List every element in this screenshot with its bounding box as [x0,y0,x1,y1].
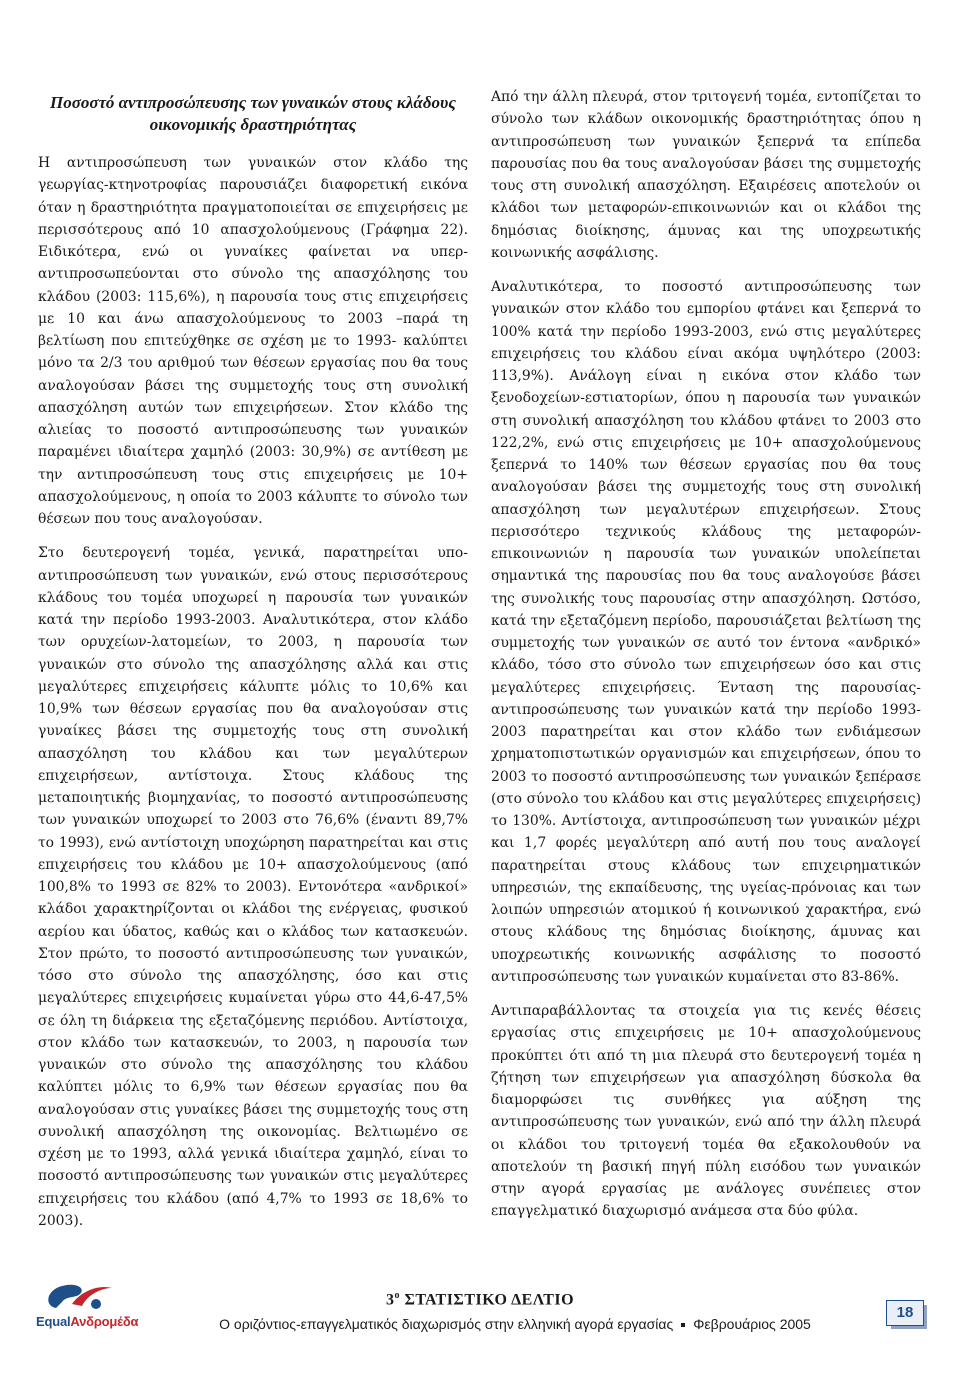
logo-mark-icon [36,1278,126,1314]
footer-subtitle [150,1316,880,1332]
footer-date: Φεβρουάριος 2005 [693,1316,811,1332]
equal-andromeda-logo [36,1278,166,1334]
left-column [38,86,468,1244]
footer-title [300,1290,660,1309]
page-number: 18 [886,1300,924,1326]
logo-text [36,1314,138,1329]
paragraph: Στο δευτερογενή τομέα, γενικά, παρατηρείται υπο-αντιπροσώπευση των γυναικών, ενώ στους περισσότερους κλάδους του τομέα υποχωρεί η παρουσία των γυναικών κατά την περίοδο 1993-2003. Αναλυτικότερα, στον κλάδο των ορυχείων-λατομείων, το 2003, η παρουσία των γυναικών στο σύνολο της απασχόλησης αλλά και στις μεγαλύτερες επιχειρήσεις κάλυπτε μόλις το 10,6% και 10,9% των θέσεων εργασίας που θα αναλογούσαν στις γυναίκες βάσει της συμμετοχής τους στη συνολική απασχόληση του κλάδου και των μεγαλύτερων επιχειρήσεων, αντίστοιχα. Στους κλάδους της μεταποιητικής βιομηχανίας, το ποσοστό αντιπροσώπευσης των γυναικών υποχωρεί το 2003 στο 76,6% (έναντι 89,7% το 1993), ενώ αντίστοιχη υποχώρηση παρατηρείται και στις επιχειρήσεις του κλάδου με 10+ απασχολούμενους (από 100,8% το 1993 σε 82% το 2003). Εντονότερα «ανδρικοί» κλάδοι χαρακτηρίζονται οι κλάδοι της ενέργειας, φυσικού αερίου και ύδατος, καθώς και ο κλάδος των κατασκευών. Στον πρώτο, το ποσοστό αντιπροσώπευσης των γυναικών, τόσο στο σύνολο της απασχόλησης, όσο και στις μεγαλύτερες επιχειρήσεις κυμαίνεται γύρω στο 44,6-47,5% σε όλη τη διάρκεια της εξεταζόμενης περιόδου. Αντίστοιχα, στον κλάδο των κατασκευών, το 2003, η παρουσία των γυναικών στο σύνολο της απασχόλησης του κλάδου καλύπτει μόλις το 6,9% των θέσεων εργασίας που θα αναλογούσαν στις γυναίκες βάσει της συμμετοχής τους στη συνολική απασχόληση της οικονομίας. Βελτιωμένο σε σχέση με το 1993, αλλά γενικά ιδιαίτερα χαμηλό, είναι το ποσοστό αντιπροσώπευσης των γυναικών στις μεγαλύτερες επιχειρήσεις του κλάδου (από 4,7% το 1993 σε 18,6% το 2003). [38,545,468,1229]
footer-title-sup: ο [394,1290,400,1301]
logo-text-main: Equal [36,1314,71,1329]
paragraph: Αναλυτικότερα, το ποσοστό αντιπροσώπευσης των γυναικών στον κλάδο του εμπορίου φτάνει και ξεπερνά το 100% κατά την περίοδο 1993-2003, ενώ στις μεγαλύτερες επιχειρήσεις του κλάδου είναι ακόμα υψηλότερο (2003: 113,9%). Ανάλογη είναι η εικόνα στον κλάδο των ξενοδοχείων-εστιατορίων, όπου η παρουσία των γυναικών στη συνολική απασχόληση του κλάδου φτάνει το 2003 στο 122,2%, ενώ στις επιχειρήσεις με 10+ απασχολούμενους ξεπερνά το 140% των θέσεων εργασίας που θα τους αναλογούσαν βάσει της συμμετοχής τους στη συνολική απασχόληση των μεγαλυτέρων επιχειρήσεων. Στους περισσότερο τεχνικούς κλάδους της μεταφορών-επικοινωνιών η παρουσία των γυναικών υπολείπεται σημαντικά της παρουσίας που θα τους αναλογούσε βάσει της συνολικής τους παρουσίας στην απασχόληση. Ωστόσο, κατά την εξεταζόμενη περίοδο, παρουσιάζεται βελτίωση της συμμετοχής των γυναικών σε αυτό τον έντονα «ανδρικό» κλάδο, τόσο στο σύνολο των επιχειρήσεων όσο και στις μεγαλύτερες επιχειρήσεις. Ένταση της παρουσίας-αντιπροσώπευσης των γυναικών κατά την περίοδο 1993-2003 παρατηρείται και στον κλάδο των ενδιάμεσων χρηματοπιστωτικών οργανισμών και επιχειρήσεων, όπου το 2003 το ποσοστό αντιπροσώπευσης των γυναικών ξεπέρασε (στο σύνολο του κλάδου και στις μεγαλύτερες επιχειρήσεις) το 130%. Αντίστοιχα, αντιπροσώπευση των γυναικών μέχρι και 1,7 φορές μεγαλύτερη από αυτή που τους αναλογεί παρατηρείται στους κλάδους των επιχειρηματικών υπηρεσιών, της εκπαίδευσης, της υγείας-πρόνοιας και των λοιπών υπηρεσιών ατομικού ή κοινωνικού χαρακτήρα, ενώ στους κλάδους της δημόσιας διοίκησης, άμυνας και υποχρεωτικής κοινωνικής ασφάλισης το ποσοστό αντιπροσώπευσης των γυναικών κυμαίνεται στο 83-86%. [491,279,921,985]
footer-subtitle-text: Ο οριζόντιος-επαγγελματικός διαχωρισμός στην ελληνική αγορά εργασίας [219,1316,674,1332]
paragraph: Από την άλλη πλευρά, στον τριτογενή τομέα, εντοπίζεται το σύνολο των κλάδων οικονομικής δραστηριότητας όπου η αντιπροσώπευση των γυναικών ξεπερνά τα επίπεδα παρουσίας που θα τους αναλογούσαν βάσει της συμμετοχής τους στη συνολική απασχόληση. Εξαιρέσεις αποτελούν οι κλάδοι των μεταφορών-επικοινωνιών και οι κλάδοι της δημόσιας διοίκησης, άμυνας και της υποχρεωτικής κοινωνικής ασφάλισης. [491,89,921,261]
bullet-separator [681,1323,685,1327]
footer-title-text: ΣΤΑΤΙΣΤΙΚΟ ΔΕΛΤΙΟ [399,1291,575,1309]
section-heading: Ποσοστό αντιπροσώπευσης των γυναικών στους κλάδους οικονομικής δραστηριότητας [50,93,456,134]
paragraph: Η αντιπροσώπευση των γυναικών στον κλάδο της γεωργίας-κτηνοτροφίας παρουσιάζει διαφορετική εικόνα όταν η δραστηριότητα πραγματοποιείται σε επιχειρήσεις με περισσότερους από 10 απασχολούμενους (Γράφημα 22). Ειδικότερα, ενώ οι γυναίκες φαίνεται να υπερ-αντιπροσωπεύονται στο σύνολο της απασχόλησης του κλάδου (2003: 115,6%), η παρουσία τους στις επιχειρήσεις με 10 και άνω απασχολούμενους το 2003 –παρά τη βελτίωση που επιτεύχθηκε σε σχέση με το 1993- καλύπτει μόνο τα 2/3 του αριθμού των θέσεων εργασίας που θα τους αναλογούσαν βάσει της συμμετοχής τους στη συνολική απασχόληση αυτών των επιχειρήσεων. Στον κλάδο της αλιείας το ποσοστό αντιπροσώπευσης των γυναικών παραμένει ιδιαίτερα χαμηλό (2003: 30,9%) σε αντίθεση με την αντιπροσώπευση τους στις επιχειρήσεις με 10+ απασχολούμενους, η οποία το 2003 κάλυπτε το σύνολο των θέσεων που τους αναλογούσαν. [38,155,468,527]
right-column [491,86,921,1235]
paragraph: Αντιπαραβάλλοντας τα στοιχεία για τις κενές θέσεις εργασίας στις επιχειρήσεις με 10+ απασχολούμενους προκύπτει ότι από τη μια πλευρά στο δευτερογενή τομέα η ζήτηση των επιχειρήσεων για απασχόληση δύσκολα θα διαμορφώσει τις συνθήκες για αύξηση της αντιπροσώπευσης των γυναικών, ενώ από την άλλη πλευρά οι κλάδοι του τριτογενή τομέα θα εξακολουθούν να αποτελούν τη βασική πηγή πύλη εισόδου των γυναικών στην αγορά εργασίας με ανάλογες συνέπειες στον επαγγελματικό διαχωρισμό ανάμεσα στα δύο φύλα. [491,1003,921,1220]
footer-title-number: 3 [385,1291,395,1309]
logo-text-accent: Ανδρομέδα [70,1314,139,1329]
